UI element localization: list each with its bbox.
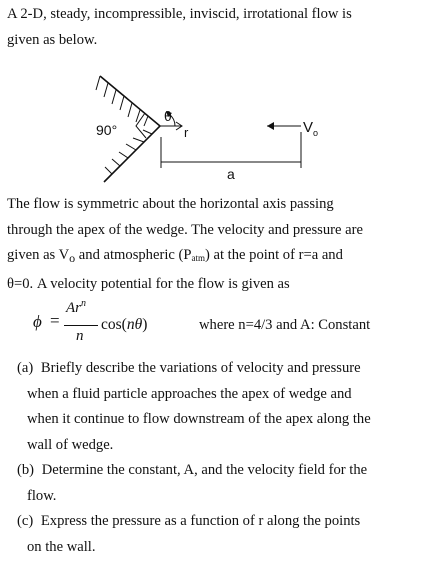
angle-label: 90° <box>96 122 118 138</box>
velocity-arrow-head <box>267 122 274 130</box>
question-b: (b) Determine the constant, A, and the velocity field for the flow. <box>17 462 368 504</box>
wall-hatching-upper <box>96 76 148 126</box>
phi-symbol: ϕ <box>33 312 42 331</box>
question-list <box>7 356 423 560</box>
distance-label: a <box>227 166 235 182</box>
equation-numerator: Ar$^n$ <box>66 298 86 316</box>
intro-text <box>7 2 423 53</box>
wedge-upper-wall <box>100 76 160 126</box>
equals-sign: = <box>50 311 60 330</box>
cosine-term: cos(nθ) <box>101 316 148 333</box>
velocity-potential-equation <box>0 296 426 356</box>
intro-line-1: A 2-D, steady, incompressible, inviscid, irrotational flow is <box>7 6 352 22</box>
description-text: The flow is symmetric about the horizontal axis passing through the apex of the wedge. The velocity and pressure are given as $V_o$ and atmospheric $(P_{atm})$ at the point of r=a and θ=0. A velocity potential for the flow is given as <box>7 196 363 292</box>
equation-condition: where n=4/3 and A: Constant <box>199 317 371 333</box>
intro-line-2: given as below. <box>7 31 98 48</box>
fraction-bar <box>64 325 98 326</box>
velocity-label: $V_o$ <box>303 119 319 138</box>
wedge-flow-diagram <box>0 64 426 186</box>
question-a: (a) Briefly describe the variations of velocity and pressure when a fluid particle approaches the apex of wedge and when it continue to flow downstream of the apex along the wall of wedge. <box>17 360 371 453</box>
equation-denominator: n <box>76 328 84 344</box>
theta-label: θ <box>164 108 172 124</box>
question-c: (c) Express the pressure as a function of r along the points on the wall. <box>17 513 361 555</box>
r-label: r <box>184 125 189 140</box>
